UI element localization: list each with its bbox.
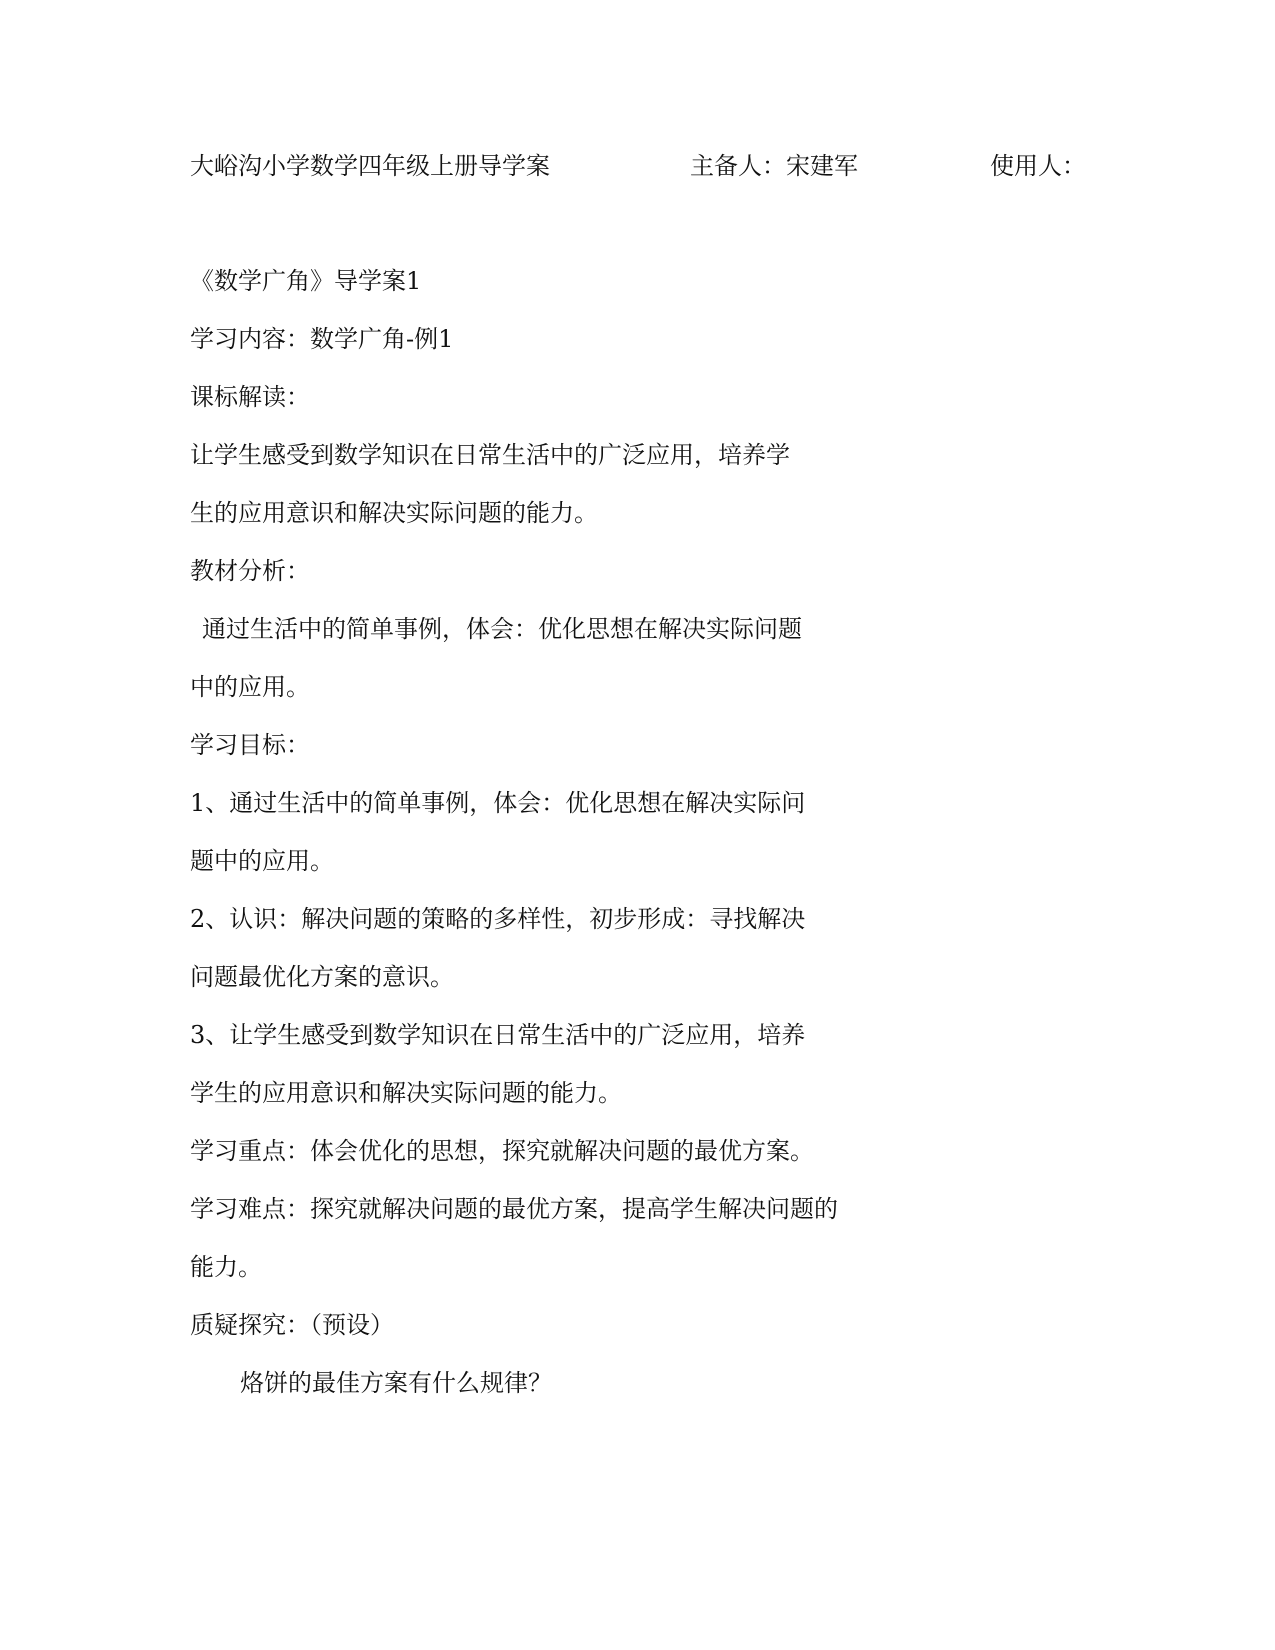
doc-title: 《数学广角》导学案1: [190, 267, 422, 295]
standard-heading: 课标解读：: [190, 383, 310, 411]
goals-heading: 学习目标：: [190, 731, 310, 759]
goal1-line2: 题中的应用。: [190, 847, 334, 875]
analysis-text-line2: 中的应用。: [190, 673, 310, 701]
inquiry-question: 烙饼的最佳方案有什么规律？: [240, 1369, 552, 1397]
learning-content: 学习内容：数学广角-例1: [190, 325, 454, 353]
standard-text-line1: 让学生感受到数学知识在日常生活中的广泛应用，培养学: [190, 441, 790, 469]
analysis-heading: 教材分析：: [190, 557, 310, 585]
standard-text-line2: 生的应用意识和解决实际问题的能力。: [190, 499, 598, 527]
analysis-text-line1: 通过生活中的简单事例，体会：优化思想在解决实际问题: [202, 615, 802, 643]
goal2-line1: 2、认识：解决问题的策略的多样性，初步形成：寻找解决: [190, 905, 806, 933]
preparer: 主备人：宋建军: [690, 152, 858, 180]
goal3-line1: 3、让学生感受到数学知识在日常生活中的广泛应用，培养: [190, 1021, 806, 1049]
inquiry-heading: 质疑探究：（预设）: [190, 1311, 394, 1339]
school-title: 大峪沟小学数学四年级上册导学案: [190, 152, 550, 180]
goal3-line2: 学生的应用意识和解决实际问题的能力。: [190, 1079, 622, 1107]
user-label: 使用人：: [990, 152, 1086, 180]
key-point: 学习重点：体会优化的思想，探究就解决问题的最优方案。: [190, 1137, 814, 1165]
difficulty-line2: 能力。: [190, 1253, 262, 1281]
goal2-line2: 问题最优化方案的意识。: [190, 963, 454, 991]
difficulty-line1: 学习难点：探究就解决问题的最优方案，提高学生解决问题的: [190, 1195, 838, 1223]
goal1-line1: 1、通过生活中的简单事例，体会：优化思想在解决实际问: [190, 789, 806, 817]
